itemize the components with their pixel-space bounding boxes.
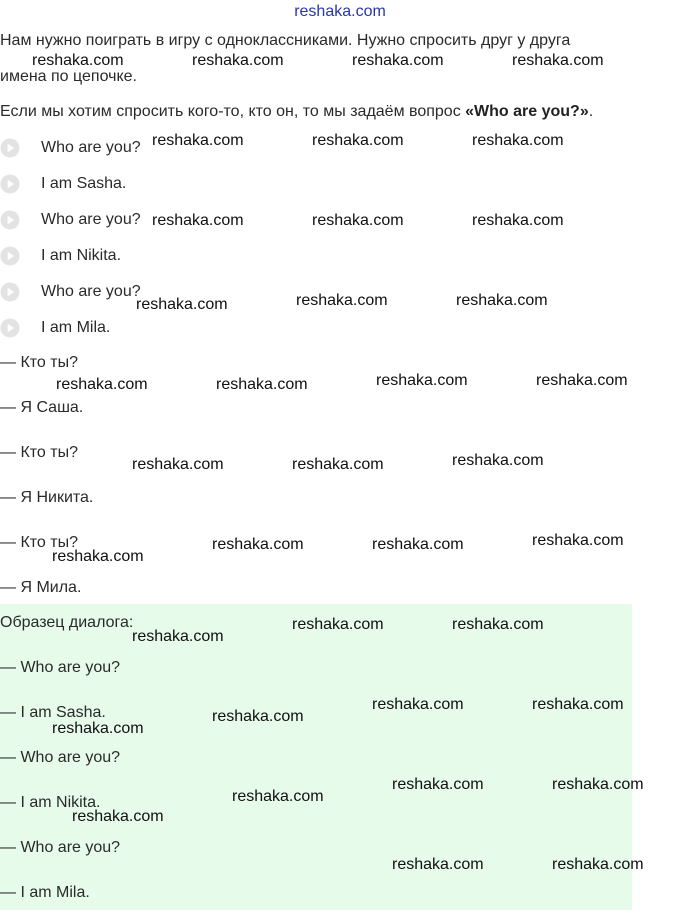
watermark: reshaka.com — [216, 376, 308, 393]
audio-row-1 — [0, 137, 141, 159]
sample-line-4: — I am Nikita. — [0, 794, 101, 811]
watermark: reshaka.com — [512, 52, 604, 69]
play-icon[interactable] — [0, 210, 20, 230]
watermark: reshaka.com — [152, 132, 244, 149]
watermark: reshaka.com — [136, 296, 228, 313]
watermark: reshaka.com — [392, 776, 484, 793]
watermark: reshaka.com — [232, 788, 324, 805]
audio-line-3: Who are you? — [41, 211, 141, 228]
watermark: reshaka.com — [372, 536, 464, 553]
intro-line-1: Нам нужно поиграть в игру с одноклассниками. Нужно спросить друг у друга — [0, 32, 571, 49]
watermark: reshaka.com — [152, 212, 244, 229]
translation-line-6: — Я Мила. — [0, 579, 82, 596]
watermark: reshaka.com — [532, 532, 624, 549]
watermark: reshaka.com — [52, 720, 144, 737]
play-icon[interactable] — [0, 174, 20, 194]
sample-line-2: — I am Sasha. — [0, 704, 106, 721]
audio-row-3 — [0, 209, 141, 231]
audio-row-4 — [0, 245, 122, 267]
translation-line-5: — Кто ты? — [0, 534, 78, 551]
audio-line-6: I am Mila. — [41, 319, 111, 336]
audio-row-5 — [0, 281, 141, 303]
question-prefix: Если мы хотим спросить кого-то, кто он, то мы задаём вопрос — [0, 103, 466, 120]
watermark: reshaka.com — [552, 856, 644, 873]
sample-line-3: — Who are you? — [0, 749, 121, 766]
question-bold: «Who are you?» — [465, 103, 589, 120]
watermark: reshaka.com — [72, 808, 164, 825]
sample-line-1: — Who are you? — [0, 659, 121, 676]
watermark: reshaka.com — [312, 132, 404, 149]
audio-line-5: Who are you? — [41, 283, 141, 300]
watermark: reshaka.com — [452, 452, 544, 469]
question-suffix: . — [588, 103, 594, 120]
watermark: reshaka.com — [132, 628, 224, 645]
sample-line-6: — I am Mila. — [0, 884, 90, 901]
play-icon[interactable] — [0, 246, 20, 266]
watermark: reshaka.com — [352, 52, 444, 69]
watermark: reshaka.com — [192, 52, 284, 69]
watermark: reshaka.com — [292, 616, 384, 633]
watermark: reshaka.com — [32, 52, 124, 69]
translation-line-2: — Я Саша. — [0, 399, 84, 416]
sample-title: Образец диалога: — [0, 614, 134, 631]
translation-line-1: — Кто ты? — [0, 354, 78, 371]
watermark: reshaka.com — [372, 696, 464, 713]
translation-line-4: — Я Никита. — [0, 489, 94, 506]
audio-line-4: I am Nikita. — [41, 247, 122, 264]
watermark: reshaka.com — [456, 292, 548, 309]
site-header-link[interactable]: reshaka.com — [294, 3, 386, 20]
audio-row-2 — [0, 173, 127, 195]
watermark: reshaka.com — [392, 856, 484, 873]
watermark: reshaka.com — [376, 372, 468, 389]
intro-line-2: имена по цепочке. — [0, 68, 137, 85]
question-paragraph — [0, 103, 593, 121]
watermark: reshaka.com — [312, 212, 404, 229]
audio-row-6 — [0, 317, 111, 339]
translation-line-3: — Кто ты? — [0, 444, 78, 461]
watermark: reshaka.com — [296, 292, 388, 309]
watermark: reshaka.com — [536, 372, 628, 389]
audio-line-1: Who are you? — [41, 139, 141, 156]
watermark: reshaka.com — [552, 776, 644, 793]
watermark: reshaka.com — [132, 456, 224, 473]
watermark: reshaka.com — [212, 708, 304, 725]
watermark: reshaka.com — [212, 536, 304, 553]
watermark: reshaka.com — [52, 548, 144, 565]
play-icon[interactable] — [0, 138, 20, 158]
watermark: reshaka.com — [532, 696, 624, 713]
sample-line-5: — Who are you? — [0, 839, 121, 856]
watermark: reshaka.com — [56, 376, 148, 393]
watermark: reshaka.com — [292, 456, 384, 473]
audio-line-2: I am Sasha. — [41, 175, 127, 192]
watermark: reshaka.com — [452, 616, 544, 633]
play-icon[interactable] — [0, 282, 20, 302]
watermark: reshaka.com — [472, 212, 564, 229]
watermark: reshaka.com — [472, 132, 564, 149]
play-icon[interactable] — [0, 318, 20, 338]
